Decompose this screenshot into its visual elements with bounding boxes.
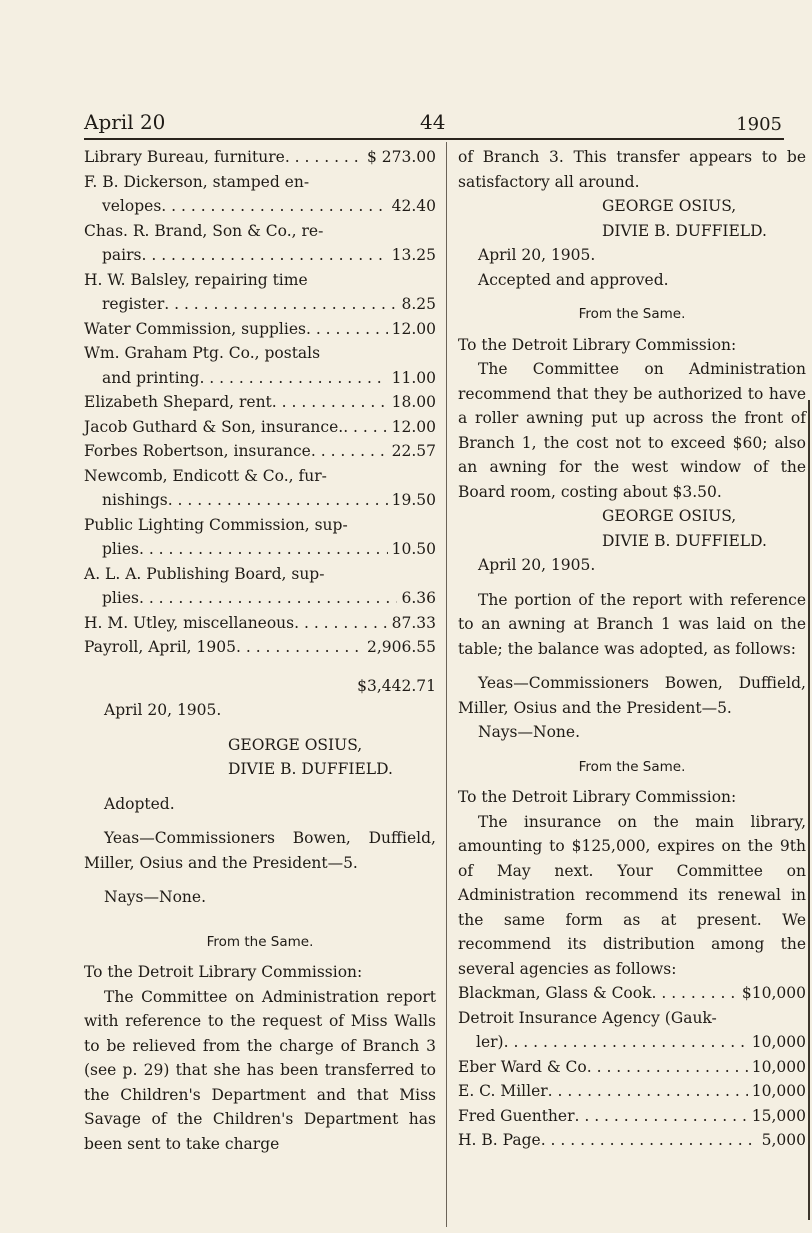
ledger-label: E. C. Miller xyxy=(458,1082,548,1100)
salutation: To the Detroit Library Commission: xyxy=(458,335,737,354)
report-date: April 20, 1905. xyxy=(104,701,222,719)
report-date: April 20, 1905. xyxy=(478,556,596,574)
ledger-label: Chas. R. Brand, Son & Co., re- xyxy=(84,221,324,240)
leader-dots xyxy=(272,390,388,415)
ledger-label: Forbes Robertson, insurance xyxy=(84,442,311,460)
salutation: To the Detroit Library Commission: xyxy=(84,963,363,981)
ledger-label: register xyxy=(102,295,165,313)
ledger-label: plies xyxy=(102,589,139,607)
section-heading: From the Same. xyxy=(578,758,686,775)
ledger-amount: 18.00 xyxy=(391,393,436,411)
ledger-label: Newcomb, Endicott & Co., fur- xyxy=(84,466,327,485)
leader-dots xyxy=(285,145,363,170)
signature-duffield: DIVIE B. DUFFIELD. xyxy=(602,531,767,550)
page-number: 44 xyxy=(420,110,446,134)
leader-dots xyxy=(141,243,387,268)
ledger-row xyxy=(84,488,436,513)
ledger-row xyxy=(458,1055,806,1080)
ledger-label: Public Lighting Commission, sup- xyxy=(84,515,348,534)
insurance-report-body: The insurance on the main library, amounting to $125,000, expires on the 9th of May next. Your Committee on Administration recommend its renewal in the same form as at present. We recommend its distribution among the several agencies as follows: xyxy=(458,812,806,978)
ledger-row xyxy=(458,1079,806,1104)
leader-dots xyxy=(161,194,387,219)
ledger-amount: 19.50 xyxy=(391,491,436,509)
leader-dots xyxy=(236,635,363,660)
ledger-row xyxy=(84,317,436,342)
ledger-label: Blackman, Glass & Cook xyxy=(458,984,652,1002)
ledger-label: Elizabeth Shepard, rent xyxy=(84,393,272,411)
ledger-amount: 42.40 xyxy=(391,197,436,215)
salutation: To the Detroit Library Commission: xyxy=(458,788,737,806)
ledger-row xyxy=(458,1128,806,1153)
right-column xyxy=(458,145,806,1153)
vote-nays: Nays—None. xyxy=(478,723,580,741)
ledger-amount: 12.00 xyxy=(391,417,436,436)
ledger-amount: 15,000 xyxy=(751,1106,806,1125)
report-date: April 20, 1905. xyxy=(478,246,596,264)
header-rule xyxy=(84,138,784,140)
ledger-label: H. B. Page xyxy=(458,1131,541,1149)
leader-dots xyxy=(168,488,388,513)
ledger-row xyxy=(84,586,436,611)
ledger-row xyxy=(458,1104,806,1129)
ledger-label: velopes xyxy=(102,197,162,215)
ledger-amount: 10,000 xyxy=(751,1033,806,1051)
ledger-label: Wm. Graham Ptg. Co., postals xyxy=(84,344,321,362)
leader-dots xyxy=(548,1079,748,1104)
ledger-row xyxy=(84,537,436,562)
header-date: April 20 xyxy=(84,110,166,134)
ledger-label: H. W. Balsley, repairing time xyxy=(84,270,308,289)
leader-dots xyxy=(652,981,738,1006)
section-heading: From the Same. xyxy=(578,306,686,322)
ledger-label: Detroit Insurance Agency (Gauk- xyxy=(458,1008,717,1027)
ledger-amount: 11.00 xyxy=(391,368,436,387)
leader-dots xyxy=(504,1030,748,1055)
ledger-total: $3,442.71 xyxy=(357,676,436,695)
ledger-label: Jacob Guthard & Son, insurance. xyxy=(84,417,344,436)
ledger-row xyxy=(84,390,436,415)
awning-disposition: The portion of the report with reference to an awning at Branch 1 was laid on the table; the balance was adopted, as follows: xyxy=(458,590,806,658)
ledger-label: ler) xyxy=(476,1033,504,1051)
ledger-amount: 22.57 xyxy=(391,442,436,460)
leader-dots xyxy=(541,1128,758,1153)
leader-dots xyxy=(139,537,388,562)
leader-dots xyxy=(199,366,387,391)
ledger-label: Water Commission, supplies xyxy=(84,319,306,338)
ledger-row xyxy=(84,366,436,391)
ledger-row xyxy=(84,415,436,440)
leader-dots xyxy=(587,1055,748,1080)
ledger-row xyxy=(84,439,436,464)
ledger-amount: 2,906.55 xyxy=(366,638,436,656)
ledger-label: H. M. Utley, miscellaneous xyxy=(84,613,295,632)
ledger-amount: 87.33 xyxy=(391,613,436,632)
ledger-amount: 10,000 xyxy=(751,1082,806,1100)
ledger-row xyxy=(84,635,436,660)
ledger-amount: 13.25 xyxy=(391,246,436,264)
ledger-amount: $10,000 xyxy=(741,984,806,1002)
signature-duffield: DIVIE B. DUFFIELD. xyxy=(602,221,767,240)
header-year: 1905 xyxy=(736,114,782,135)
ledger-label: Library Bureau, furniture xyxy=(84,148,285,166)
ledger-amount: 5,000 xyxy=(761,1131,806,1149)
ledger-amount: $ 273.00 xyxy=(366,148,436,166)
ledger-label: and printing xyxy=(102,368,200,387)
section-heading: From the Same. xyxy=(206,933,314,950)
ledger-label: pairs xyxy=(102,246,142,264)
ledger-amount: 10.50 xyxy=(391,540,436,558)
ledger-amount: 10,000 xyxy=(751,1057,806,1076)
ledger-amount: 12.00 xyxy=(391,319,436,338)
ledger-row xyxy=(84,611,436,636)
ledger-row xyxy=(458,1030,806,1055)
ledger-label: Payroll, April, 1905 xyxy=(84,638,236,656)
signature-osius: GEORGE OSIUS, xyxy=(602,197,737,215)
signature-duffield: DIVIE B. DUFFIELD. xyxy=(228,760,393,778)
expense-ledger xyxy=(84,145,436,660)
signature-osius: GEORGE OSIUS, xyxy=(602,507,737,525)
ledger-label: A. L. A. Publishing Board, sup- xyxy=(84,564,325,583)
signature-osius: GEORGE OSIUS, xyxy=(228,735,363,754)
leader-dots xyxy=(306,317,388,342)
leader-dots xyxy=(343,415,387,440)
leader-dots xyxy=(294,611,388,636)
accepted-note: Accepted and approved. xyxy=(478,270,669,289)
ledger-label: F. B. Dickerson, stamped en- xyxy=(84,172,310,191)
insurance-ledger xyxy=(458,981,806,1153)
column-divider xyxy=(446,142,447,1227)
leader-dots xyxy=(575,1104,748,1129)
vote-nays: Nays—None. xyxy=(104,888,206,906)
vote-yeas: Yeas—Commissioners Bowen, Duffield, Miller, Osius and the President—5. xyxy=(84,829,436,872)
ledger-amount: 8.25 xyxy=(401,295,436,313)
ledger-amount: 6.36 xyxy=(401,589,436,607)
ledger-label: nishings xyxy=(102,491,168,509)
page-edge-rule xyxy=(808,400,810,1220)
page-header xyxy=(84,110,782,138)
ledger-row xyxy=(84,194,436,219)
report-body: The Committee on Administration report with reference to the request of Miss Walls to be relieved from the charge of Branch 3 (see p. 29) that she has been transferred to the Children's Department and that Miss Savage of the Children's Department has been sent to take charge xyxy=(84,987,436,1153)
ledger-label: plies xyxy=(102,540,139,558)
ledger-label: Eber Ward & Co xyxy=(458,1057,587,1076)
left-column xyxy=(84,145,436,1156)
ledger-row xyxy=(84,145,436,170)
continued-text: of Branch 3. This transfer appears to be satisfactory all around. xyxy=(458,148,806,191)
awning-report-body: The Committee on Administration recommend that they be authorized to have a roller awning put up across the front of Branch 1, the cost not to exceed $60; also an awning for the west window of the Board room, costing about $3.50. xyxy=(458,360,806,501)
leader-dots xyxy=(311,439,388,464)
leader-dots xyxy=(164,292,397,317)
ledger-label: Fred Guenther xyxy=(458,1106,575,1125)
ledger-row xyxy=(458,981,806,1006)
leader-dots xyxy=(139,586,398,611)
adopted-note: Adopted. xyxy=(104,794,175,813)
ledger-row xyxy=(84,292,436,317)
ledger-row xyxy=(84,243,436,268)
vote-yeas: Yeas—Commissioners Bowen, Duffield, Miller, Osius and the President—5. xyxy=(458,674,806,717)
